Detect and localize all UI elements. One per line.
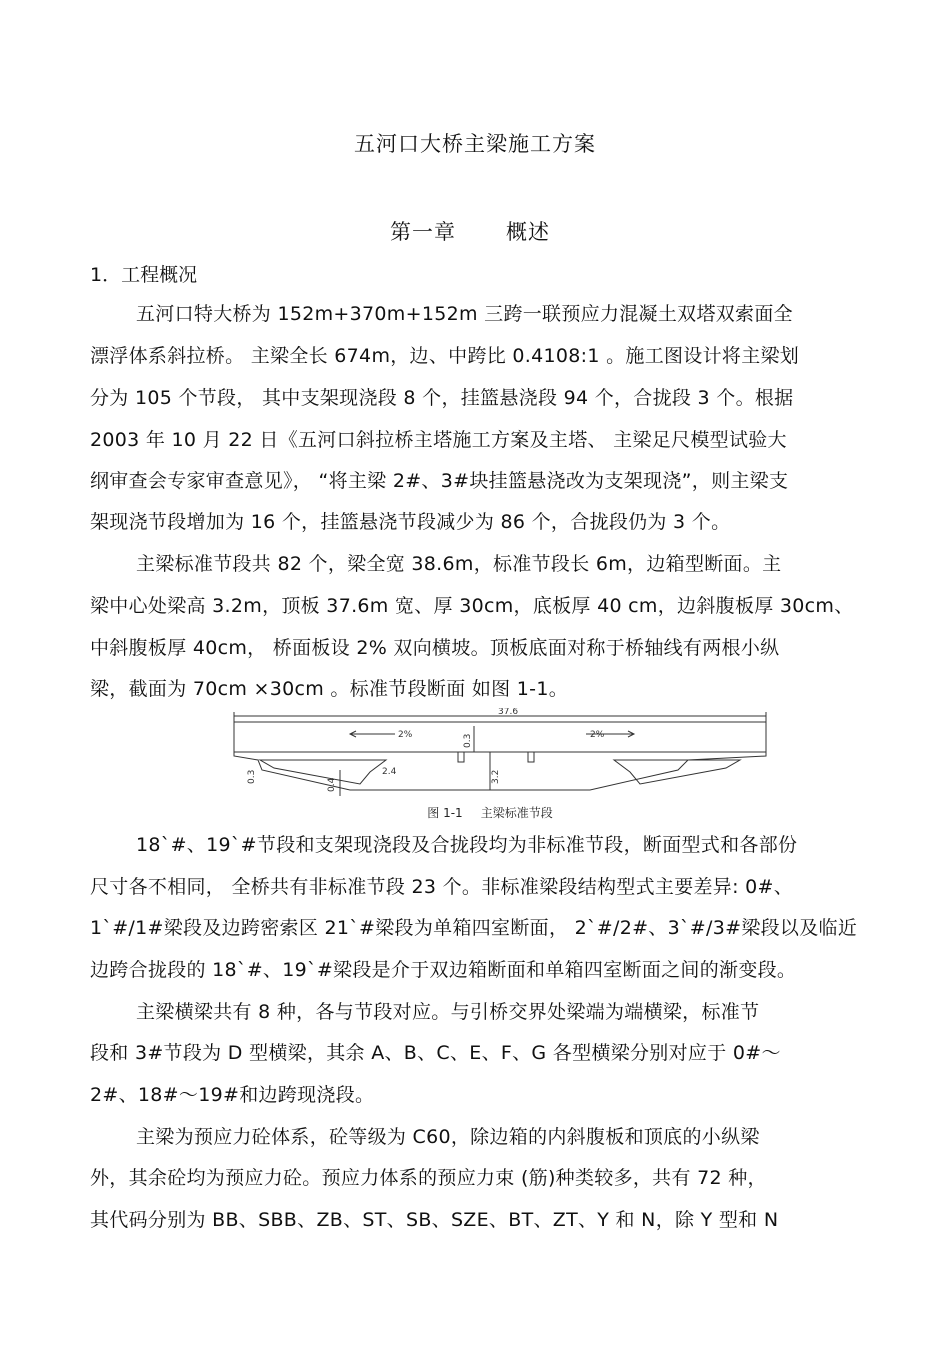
chapter-heading: [390, 216, 550, 246]
paragraph-line: 尺寸各不相同， 全桥共有非标准节段 23 个。非标准梁段结构型式主要差异: 0#、: [90, 876, 794, 898]
paragraph-line: 纲审查会专家审查意见》， “将主梁 2#、3#块挂篮悬浇改为支架现浇”，则主梁支: [90, 470, 789, 492]
paragraph-line: 其代码分别为 BB、SBB、ZB、ST、SB、SZE、BT、ZT、Y 和 N，除 Y 型和 N: [90, 1209, 779, 1231]
paragraph-line: 主梁标准节段共 82 个，梁全宽 38.6m，标准节段长 6m，边箱型断面。主: [136, 553, 782, 575]
paragraph-line: 漂浮体系斜拉桥。 主梁全长 674m，边、中跨比 0.4108:1 。施工图设计将主梁划: [90, 345, 800, 367]
top-dim-label: 0.3: [463, 733, 473, 748]
paragraph-line: 主梁横梁共有 8 种，各与节段对应。与引桥交界处梁端为端横梁，标准节: [136, 1001, 760, 1023]
girder-cross-section-figure: [230, 708, 770, 800]
slope-label-left: 2%: [398, 730, 413, 740]
web-dim-label: 0.4: [327, 777, 337, 792]
web-dim-label-2: 2.4: [382, 767, 397, 777]
paragraph-line: 分为 105 个节段， 其中支架现浇段 8 个，挂篮悬浇段 94 个，合拢段 3 个。根据: [90, 387, 794, 409]
caption-number: 图 1-1: [427, 806, 463, 820]
caption-text: 主梁标准节段: [480, 806, 553, 820]
paragraph-line: 2#、18#～19#和边跨现浇段。: [90, 1084, 375, 1106]
slope-label-right: 2%: [590, 730, 605, 740]
paragraph-line: 2003 年 10 月 22 日《五河口斜拉桥主塔施工方案及主塔、 主梁足尺模型试验大: [90, 429, 787, 451]
page-title: 五河口大桥主梁施工方案: [354, 132, 596, 156]
figure-caption: [0, 804, 950, 821]
height-dim-label: 3.2: [491, 769, 501, 784]
paragraph-line: 梁，截面为 70cm ×30cm 。标准节段断面 如图 1-1。: [90, 678, 569, 700]
left-dim-label: 0.3: [247, 769, 257, 784]
small-beam-right: [528, 752, 534, 762]
paragraph-line: 梁中心处梁高 3.2m，顶板 37.6m 宽、厚 30cm，底板厚 40 cm，边斜腹板厚 30cm、: [90, 595, 854, 617]
paragraph-line: 外，其余砼均为预应力砼。预应力体系的预应力束 (筋)种类较多，共有 72 种，: [90, 1167, 767, 1189]
small-beam-left: [458, 752, 464, 762]
paragraph-line: 段和 3#节段为 D 型横梁，其余 A、B、C、E、F、G 各型横梁分别对应于 0#～: [90, 1042, 781, 1064]
chapter-number: 第一章: [390, 220, 456, 244]
left-box-cell: [260, 760, 386, 784]
section-heading: 1．工程概况: [90, 264, 198, 286]
paragraph-line: 主梁为预应力砼体系，砼等级为 C60，除边箱的内斜腹板和顶底的小纵梁: [136, 1126, 760, 1148]
paragraph-line: 架现浇节段增加为 16 个，挂篮悬浇节段减少为 86 个，合拢段仍为 3 个。: [90, 511, 731, 533]
paragraph-line: 1`#/1#梁段及边跨密索区 21`#梁段为单箱四室断面， 2`#/2#、3`#/3#梁段以及临近: [90, 917, 858, 939]
paragraph-line: 五河口特大桥为 152m+370m+152m 三跨一联预应力混凝土双塔双索面全: [136, 303, 793, 325]
chapter-name: 概述: [506, 220, 550, 244]
paragraph-line: 中斜腹板厚 40cm， 桥面板设 2% 双向横坡。顶板底面对称于桥轴线有两根小纵: [90, 637, 780, 659]
paragraph-line: 边跨合拢段的 18`#、19`#梁段是介于双边箱断面和单箱四室断面之间的渐变段。: [90, 959, 797, 981]
width-label: 37.6: [498, 708, 519, 717]
paragraph-line: 18`#、19`#节段和支架现浇段及合拢段均为非标准节段，断面型式和各部份: [136, 834, 798, 856]
